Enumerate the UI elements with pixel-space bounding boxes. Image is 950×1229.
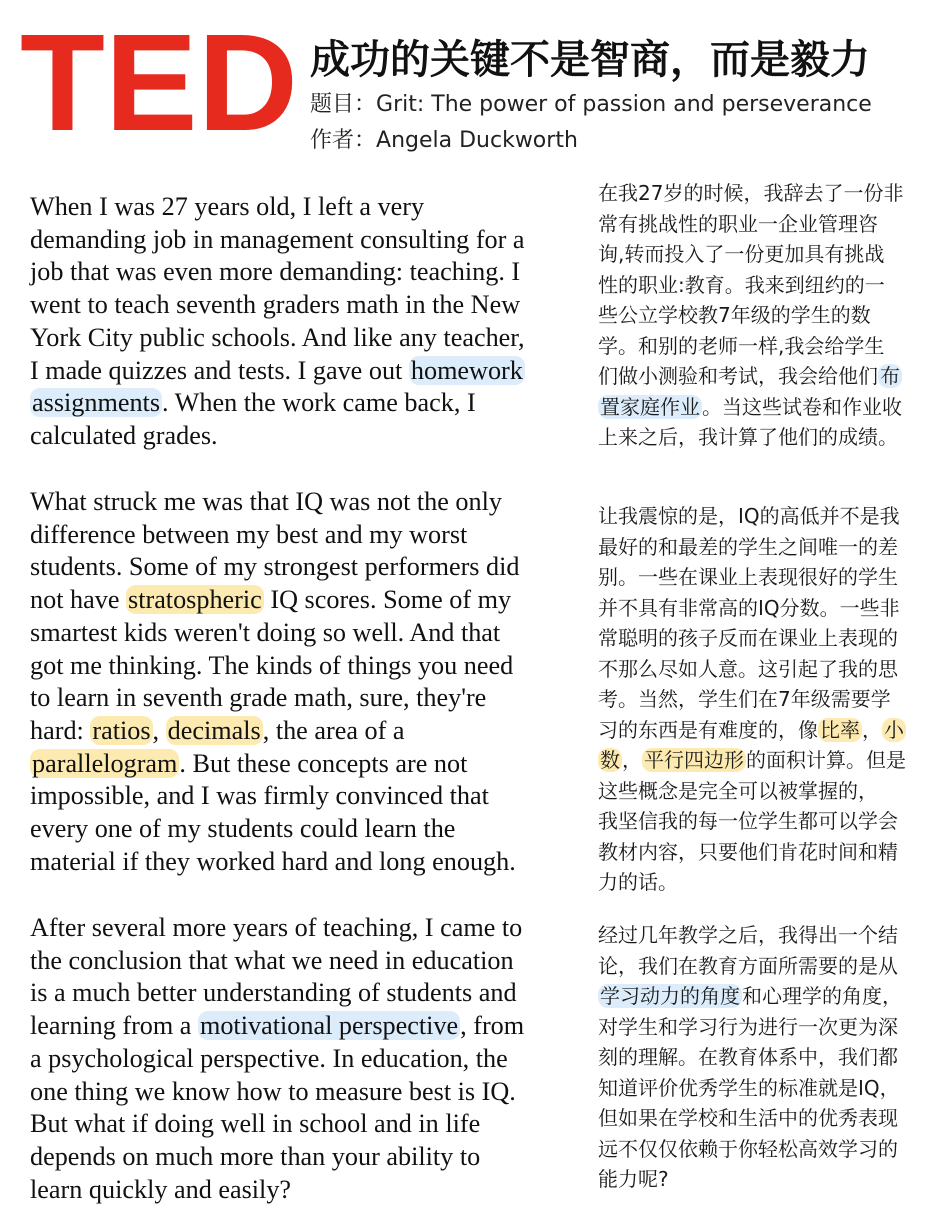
text-run: 并不具有非常高的IQ分数。一些非 — [598, 595, 900, 620]
text-line — [598, 806, 933, 837]
text-line — [30, 846, 575, 879]
author-value: Angela Duckworth — [376, 128, 578, 153]
author-label: 作者： — [310, 128, 377, 153]
text-line — [598, 1073, 933, 1104]
text-line — [30, 977, 575, 1010]
text-run: ， — [622, 748, 642, 772]
text-run: . When the work came back, I — [162, 388, 476, 418]
text-run: 知道评价优秀学生的标准就是IQ， — [598, 1075, 900, 1100]
text-line — [30, 1010, 575, 1043]
highlight-blue: motivational perspective — [199, 1011, 459, 1041]
text-line — [30, 355, 575, 388]
text-run: depends on much more than your ability to — [30, 1141, 481, 1171]
text-run: , — [152, 715, 166, 745]
text-line — [598, 1012, 933, 1043]
text-line — [598, 715, 933, 746]
text-line — [598, 745, 933, 776]
text-run: 们做小测验和考试，我会给他们 — [598, 364, 878, 388]
text-run: 力的话。 — [598, 870, 678, 894]
text-line — [30, 486, 575, 519]
text-run: 上来之后，我计算了他们的成绩。 — [598, 425, 898, 449]
text-run: 远不仅仅依赖于你轻松高效学习的 — [598, 1136, 898, 1161]
text-run: material if they worked hard and long enough. — [30, 846, 516, 876]
text-run: . But these concepts are not — [179, 748, 468, 778]
text-line — [598, 331, 933, 362]
text-line — [598, 562, 933, 593]
text-line — [30, 387, 575, 420]
text-run: demanding job in management consulting for a — [30, 224, 525, 254]
text-line — [598, 178, 933, 209]
text-line — [598, 920, 933, 951]
text-line — [598, 684, 933, 715]
highlight-yellow: 数 — [600, 748, 620, 772]
topic-line — [310, 88, 940, 122]
text-line — [30, 715, 575, 748]
text-run: to learn in seventh grade math, sure, they're — [30, 683, 487, 713]
text-run: When I was 27 years old, I left a very — [30, 192, 425, 221]
text-run: But what if doing well in school and in life — [30, 1109, 481, 1139]
text-line — [30, 617, 575, 650]
text-line — [598, 422, 933, 453]
ted-logo — [18, 22, 300, 142]
text-line — [30, 650, 575, 683]
text-run: , from — [460, 1011, 525, 1041]
text-run: 些公立学校教7年级的学生的数 — [598, 303, 871, 327]
text-run: not have — [30, 585, 126, 615]
text-run: a psychological perspective. In education, the — [30, 1043, 508, 1073]
text-line — [30, 1174, 575, 1207]
text-run: smartest kids weren't doing so well. And that — [30, 617, 501, 647]
highlight-yellow: decimals — [167, 715, 261, 745]
text-line — [598, 867, 933, 898]
text-line — [30, 322, 575, 355]
text-run: I made quizzes and tests. I gave out — [30, 355, 409, 385]
highlight-yellow: parallelogram — [32, 748, 178, 778]
text-run: 在我27岁的时候，我辞去了一份非 — [598, 181, 904, 205]
text-line — [30, 584, 575, 617]
text-run: one thing we know how to measure best is IQ. — [30, 1076, 516, 1106]
text-line — [30, 191, 575, 224]
text-run: 对学生和学习行为进行一次更为深 — [598, 1014, 898, 1039]
text-run: difference between my best and my worst — [30, 519, 468, 549]
text-line — [598, 361, 933, 392]
text-run: 和心理学的角度， — [742, 984, 902, 1008]
text-line — [30, 256, 575, 289]
text-run: York City public schools. And like any teacher, — [30, 322, 525, 352]
highlight-blue: homework — [410, 355, 523, 385]
text-line — [598, 837, 933, 868]
text-run: impossible, and I was firmly convinced that — [30, 781, 489, 811]
text-line — [598, 593, 933, 624]
text-run: 。当这些试卷和作业收 — [702, 394, 902, 419]
ted-logo-text: TED — [20, 22, 298, 142]
text-run: every one of my students could learn the — [30, 814, 456, 844]
text-line — [598, 1164, 933, 1195]
highlight-blue: assignments — [32, 388, 161, 418]
text-line — [30, 289, 575, 322]
text-run: 但如果在学校和生活中的优秀表现 — [598, 1106, 898, 1130]
text-line — [30, 813, 575, 846]
text-line — [30, 1108, 575, 1141]
text-run: calculated grades. — [30, 420, 218, 450]
text-run: job that was even more demanding: teaching. I — [30, 257, 521, 287]
text-run: 最好的和最差的学生之间唯一的差 — [598, 534, 898, 559]
text-line — [598, 951, 933, 982]
text-line — [598, 239, 933, 270]
author-line — [310, 124, 940, 158]
text-line — [598, 501, 933, 532]
text-line — [30, 748, 575, 781]
text-run: 经过几年教学之后，我得出一个结 — [598, 923, 898, 947]
text-line — [30, 912, 575, 945]
highlight-yellow: ratios — [92, 715, 151, 745]
text-line — [30, 780, 575, 813]
text-run: IQ scores. Some of my — [263, 585, 512, 615]
chinese-paragraph-3 — [598, 920, 933, 1195]
highlight-blue: 布 — [880, 364, 900, 388]
highlight-yellow: 比率 — [820, 717, 860, 742]
text-run: 这些概念是完全可以被掌握的， — [598, 778, 878, 803]
english-paragraph-3 — [30, 912, 575, 1206]
text-run: 不那么尽如人意。这引起了我的思 — [598, 656, 898, 681]
text-run: After several more years of teaching, I came to — [30, 913, 523, 942]
text-run: went to teach seventh graders math in the New — [30, 290, 521, 320]
english-paragraph-2 — [30, 486, 575, 878]
highlight-yellow: stratospheric — [128, 585, 262, 615]
text-run: learning from a — [30, 1011, 198, 1041]
text-run: 能力呢? — [598, 1167, 669, 1191]
text-line — [30, 1043, 575, 1076]
text-line — [598, 209, 933, 240]
talk-title: 成功的关键不是智商，而是毅力 — [310, 37, 870, 83]
text-line — [598, 776, 933, 807]
text-line — [598, 623, 933, 654]
text-run: 让我震惊的是，IQ的高低并不是我 — [598, 504, 900, 528]
english-paragraph-1 — [30, 191, 575, 453]
text-run: 学。和别的老师一样,我会给学生 — [598, 333, 885, 358]
text-line — [598, 532, 933, 563]
text-run: 询,转而投入了一份更加具有挑战 — [598, 242, 885, 266]
text-run: 考。当然，学生们在7年级需要学 — [598, 687, 891, 711]
text-run: 别。一些在课业上表现很好的学生 — [598, 565, 898, 589]
text-line — [30, 945, 575, 978]
text-run: 的面积计算。但是 — [746, 748, 906, 772]
text-line — [30, 224, 575, 257]
text-line — [30, 1076, 575, 1109]
chinese-paragraph-2 — [598, 501, 933, 898]
text-run: 常有挑战性的职业一企业管理咨 — [598, 211, 878, 236]
text-run: students. Some of my strongest performers did — [30, 552, 520, 582]
text-line — [30, 519, 575, 552]
text-run: 论，我们在教育方面所需要的是从 — [598, 953, 898, 978]
text-run: ， — [862, 717, 882, 742]
chinese-paragraph-1 — [598, 178, 933, 453]
text-run: the conclusion that what we need in education — [30, 945, 514, 975]
text-run: 习的东西是有难度的，像 — [598, 717, 818, 742]
text-line — [598, 1134, 933, 1165]
text-line — [598, 1103, 933, 1134]
text-line — [598, 1042, 933, 1073]
text-line — [30, 420, 575, 453]
text-run: 教材内容，只要他们肯花时间和精 — [598, 839, 898, 864]
text-line — [598, 300, 933, 331]
highlight-yellow: 小 — [884, 717, 904, 742]
text-run: 常聪明的孩子反而在课业上表现的 — [598, 626, 898, 650]
text-run: , the area of a — [262, 715, 405, 745]
text-run: 我坚信我的每一位学生都可以学会 — [598, 809, 898, 833]
highlight-yellow: 平行四边形 — [644, 748, 744, 772]
text-run: got me thinking. The kinds of things you need — [30, 650, 514, 680]
topic-value: Grit: The power of passion and perseverance — [376, 92, 872, 117]
text-line — [598, 270, 933, 301]
topic-label: 题目： — [310, 92, 377, 117]
text-run: is a much better understanding of students and — [30, 978, 517, 1008]
text-line — [30, 1141, 575, 1174]
text-line — [30, 551, 575, 584]
text-line — [598, 981, 933, 1012]
text-run: hard: — [30, 715, 91, 745]
text-run: learn quickly and easily? — [30, 1174, 292, 1204]
text-line — [30, 682, 575, 715]
text-line — [598, 654, 933, 685]
text-run: 性的职业:教育。我来到纽约的一 — [598, 272, 885, 297]
highlight-blue: 学习动力的角度 — [600, 984, 740, 1008]
text-line — [598, 392, 933, 423]
header — [310, 34, 940, 158]
text-run: 刻的理解。在教育体系中，我们都 — [598, 1045, 898, 1069]
highlight-blue: 置家庭作业 — [600, 394, 700, 419]
text-run: What struck me was that IQ was not the only — [30, 487, 502, 516]
